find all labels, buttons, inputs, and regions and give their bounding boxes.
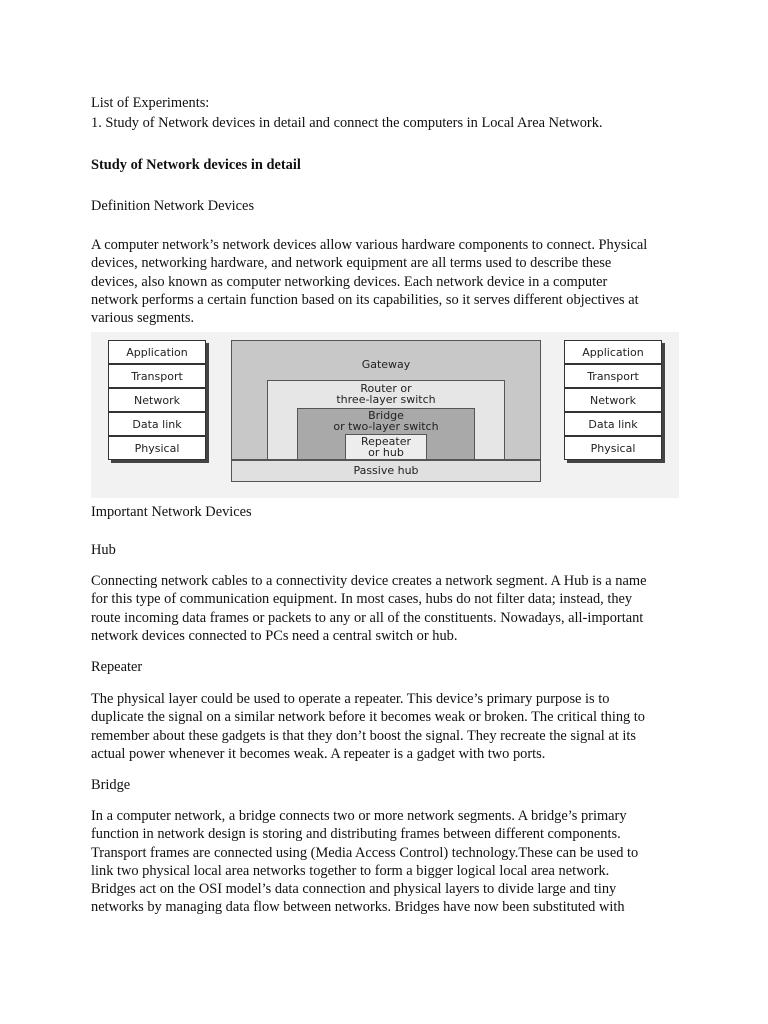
network-devices-diagram xyxy=(91,332,679,498)
text-line: for this type of communication equipment. In most cases, hubs do not filter data; instead, they xyxy=(91,591,633,608)
text-line: link two physical local area networks together to form a bigger logical local area network. xyxy=(91,862,610,879)
router-label-1: Router or xyxy=(360,382,412,395)
text-line: devices, also known as computer networking devices. Each network device in a computer xyxy=(91,273,608,290)
text-line: devices, networking hardware, and network equipment are all terms used to describe these xyxy=(91,255,612,272)
text-line: network performs a certain function based on its capabilities, so it serves different objectives at xyxy=(91,291,639,308)
text-line: The physical layer could be used to operate a repeater. This device’s primary purpose is to xyxy=(91,691,610,707)
osi-layer: Physical xyxy=(564,436,662,460)
bridge-label-1: Bridge xyxy=(368,409,404,422)
text-line: Connecting network cables to a connectivity device creates a network segment. A Hub is a name xyxy=(91,573,647,589)
hub-paragraph xyxy=(91,572,683,645)
section-heading: Study of Network devices in detail xyxy=(91,157,301,173)
text-line: In a computer network, a bridge connects two or more network segments. A bridge’s primary xyxy=(91,808,627,824)
text-line: route incoming data frames or packets to any or all of the constituents. Nowadays, all-important xyxy=(91,609,644,626)
text-line: networks by managing data flow between networks. Bridges have now been substituted with xyxy=(91,899,625,916)
osi-layer: Network xyxy=(108,388,206,412)
definition-heading: Definition Network Devices xyxy=(91,198,255,214)
passive-hub-label: Passive hub xyxy=(353,464,419,477)
text-line: A computer network’s network devices allow various hardware components to connect. Physical xyxy=(91,237,648,253)
list-title: List of Experiments: xyxy=(91,95,210,111)
gateway-label: Gateway xyxy=(361,358,411,371)
text-line: duplicate the signal on a similar network before it becomes weak or broken. The critical thing to xyxy=(91,709,645,726)
text-line: various segments. xyxy=(91,310,195,327)
router-label-2: three-layer switch xyxy=(336,393,436,406)
repeater-heading: Repeater xyxy=(91,659,143,675)
osi-layer: Data link xyxy=(108,412,206,436)
osi-layer: Application xyxy=(108,340,206,364)
text-line: remember about these gadgets is that they don’t boost the signal. They recreate the signal at its xyxy=(91,727,636,744)
osi-layer: Application xyxy=(564,340,662,364)
text-line: Bridges act on the OSI model’s data connection and physical layers to divide large and tiny xyxy=(91,881,617,898)
definition-paragraph xyxy=(91,236,683,327)
bridge-heading: Bridge xyxy=(91,777,131,793)
text-line: function in network design is storing and distributing frames between different components. xyxy=(91,826,621,843)
bridge-label-2: or two-layer switch xyxy=(333,420,439,433)
important-heading: Important Network Devices xyxy=(91,504,252,520)
passive-hub-box xyxy=(231,460,541,482)
text-line: Transport frames are connected using (Media Access Control) technology.These can be used to xyxy=(91,844,639,861)
repeater-label-2: or hub xyxy=(368,446,404,459)
osi-layer: Network xyxy=(564,388,662,412)
repeater-paragraph xyxy=(91,690,683,763)
text-line: network devices connected to PCs need a central switch or hub. xyxy=(91,627,458,644)
hub-heading: Hub xyxy=(91,542,116,558)
bridge-paragraph xyxy=(91,807,683,917)
osi-layer: Transport xyxy=(108,364,206,388)
text-line: actual power whenever it becomes weak. A repeater is a gadget with two ports. xyxy=(91,745,546,762)
osi-layer: Transport xyxy=(564,364,662,388)
experiment-item: 1. Study of Network devices in detail and connect the computers in Local Area Network. xyxy=(91,115,603,131)
osi-layer: Data link xyxy=(564,412,662,436)
osi-layer: Physical xyxy=(108,436,206,460)
repeater-box xyxy=(345,434,427,460)
repeater-label-1: Repeater xyxy=(360,435,411,448)
